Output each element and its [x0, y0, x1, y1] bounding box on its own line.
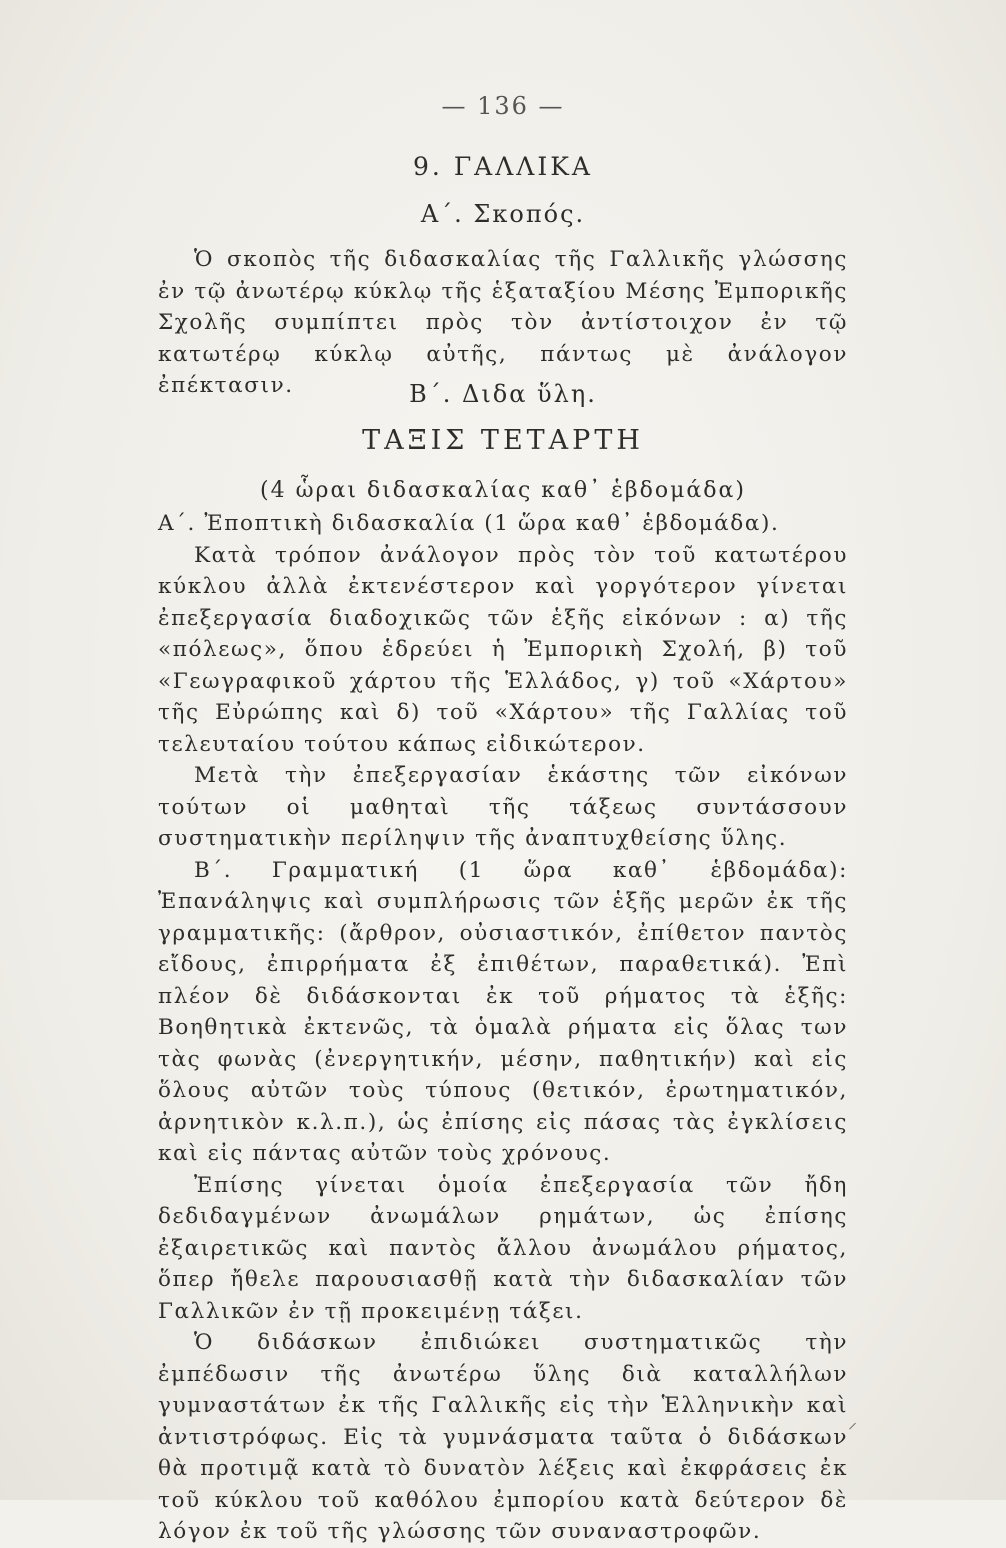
class-hours: (4 ὧραι διδασκαλίας καθ᾽ ἑβδομάδα)	[260, 478, 746, 503]
heading-material: Β΄. Διδα ὕλη.	[409, 380, 597, 408]
paragraph-a2: Μετὰ τὴν ἐπεξεργασίαν ἑκάστης τῶν εἰκόνων τούτων οἱ μαθηταὶ τῆς τάξεως συντάσσουν συστηματικὴν περίληψιν τῆς ἀναπτυχθείσης ὕλης.	[158, 763, 848, 851]
ink-mark: ⸝	[848, 1412, 857, 1433]
heading-scope: Α΄. Σκοπός.	[420, 200, 586, 228]
scope-paragraph-block	[158, 244, 848, 402]
page-number: — 136 —	[441, 92, 565, 120]
paragraph-b1: Β΄. Γραμματική (1 ὥρα καθ᾽ ἑβδομάδα): Ἐπανάληψις καὶ συμπλήρωσις τῶν ἑξῆς μερῶν ἐκ τῆς γραμματικῆς: (ἄρθρον, οὐσιαστικόν, ἐπίθετον παντὸς εἴδους, ἐπιρρήματα ἐξ ἐπιθέτων, παραθετικά). Ἐπὶ πλέον δὲ διδάσκονται ἐκ τοῦ ρήματος τὰ ἑξῆς: Βοηθητικὰ ἐκτενῶς, τὰ ὁμαλὰ ρήματα εἰς ὅλας των τὰς φωνὰς (ἐνεργητικήν, μέσην, παθητικήν) καὶ εἰς ὅλους αὐτῶν τοὺς τύπους (θετικόν, ἐρωτηματικόν, ἀρνητικὸν κ.λ.π.), ὡς ἐπίσης εἰς πάσας τὰς ἐγκλίσεις καὶ εἰς πάντας αὐτῶν τοὺς χρόνους.	[158, 857, 848, 1166]
paragraph-b2: Ἐπίσης γίνεται ὁμοία ἐπεξεργασία τῶν ἤδη δεδιδαγμένων ἀνωμάλων ρημάτων, ὡς ἐπίσης ἐξαιρετικῶς καὶ παντὸς ἄλλου ἀνωμάλου ρήματος, ὅπερ ἤθελε παρουσιασθῇ κατὰ τὴν διδασκαλίαν τῶν Γαλλικῶν ἐν τῇ προκειμένῃ τάξει.	[158, 1172, 848, 1324]
paragraph-b3: Ὁ διδάσκων ἐπιδιώκει συστηματικῶς τὴν ἐμπέδωσιν τῆς ἀνωτέρω ὕλης διὰ καταλλήλων γυμναστάτων ἐκ τῆς Γαλλικῆς εἰς τὴν Ἑλληνικὴν καὶ ἀντιστρόφως. Εἰς τὰ γυμνάσματα ταῦτα ὁ διδάσκων θὰ προτιμᾷ κατὰ τὸ δυνατὸν λέξεις καὶ ἐκφράσεις ἐκ τοῦ κύκλου τοῦ καθόλου ἐμπορίου κατὰ δεύτερον δὲ λόγον ἐκ τοῦ τῆς γλώσσης τῶν συναναστροφῶν.	[158, 1330, 848, 1544]
section-title: 9. ΓΑΛΛΙΚΑ	[413, 152, 593, 181]
subsection-a-title: Α΄. Ἐποπτικὴ διδασκαλία (1 ὥρα καθ᾽ ἑβδομάδα).	[158, 511, 780, 536]
main-text-block	[158, 508, 848, 1548]
paragraph-scope: Ὁ σκοπὸς τῆς διδασκαλίας τῆς Γαλλικῆς γλώσσης ἐν τῷ ἀνωτέρῳ κύκλῳ τῆς ἑξαταξίου Μέσης Ἐμπορικῆς Σχολῆς συμπίπτει πρὸς τὸν ἀντίστοιχον ἐν τῷ κατωτέρῳ κύκλῳ αὐτῆς, πάντως μὲ ἀνάλογον ἐπέκτασιν.	[158, 247, 848, 398]
paragraph-a1: Κατὰ τρόπον ἀνάλογον πρὸς τὸν τοῦ κατωτέρου κύκλου ἀλλὰ ἐκτενέστερον καὶ γοργότερον γίνεται ἐπεξεργασία διαδοχικῶς τῶν ἑξῆς εἰκόνων : α) τῆς «πόλεως», ὅπου ἑδρεύει ἡ Ἐμπορικὴ Σχολή, β) τοῦ «Γεωγραφικοῦ χάρτου τῆς Ἑλλάδος, γ) τοῦ «Χάρτου» τῆς Εὐρώπης καὶ δ) τοῦ «Χάρτου» τῆς Γαλλίας τοῦ τελευταίου τούτου κάπως εἰδικώτερον.	[158, 542, 848, 757]
class-title: ΤΑΞΙΣ ΤΕΤΑΡΤΗ	[362, 425, 644, 456]
